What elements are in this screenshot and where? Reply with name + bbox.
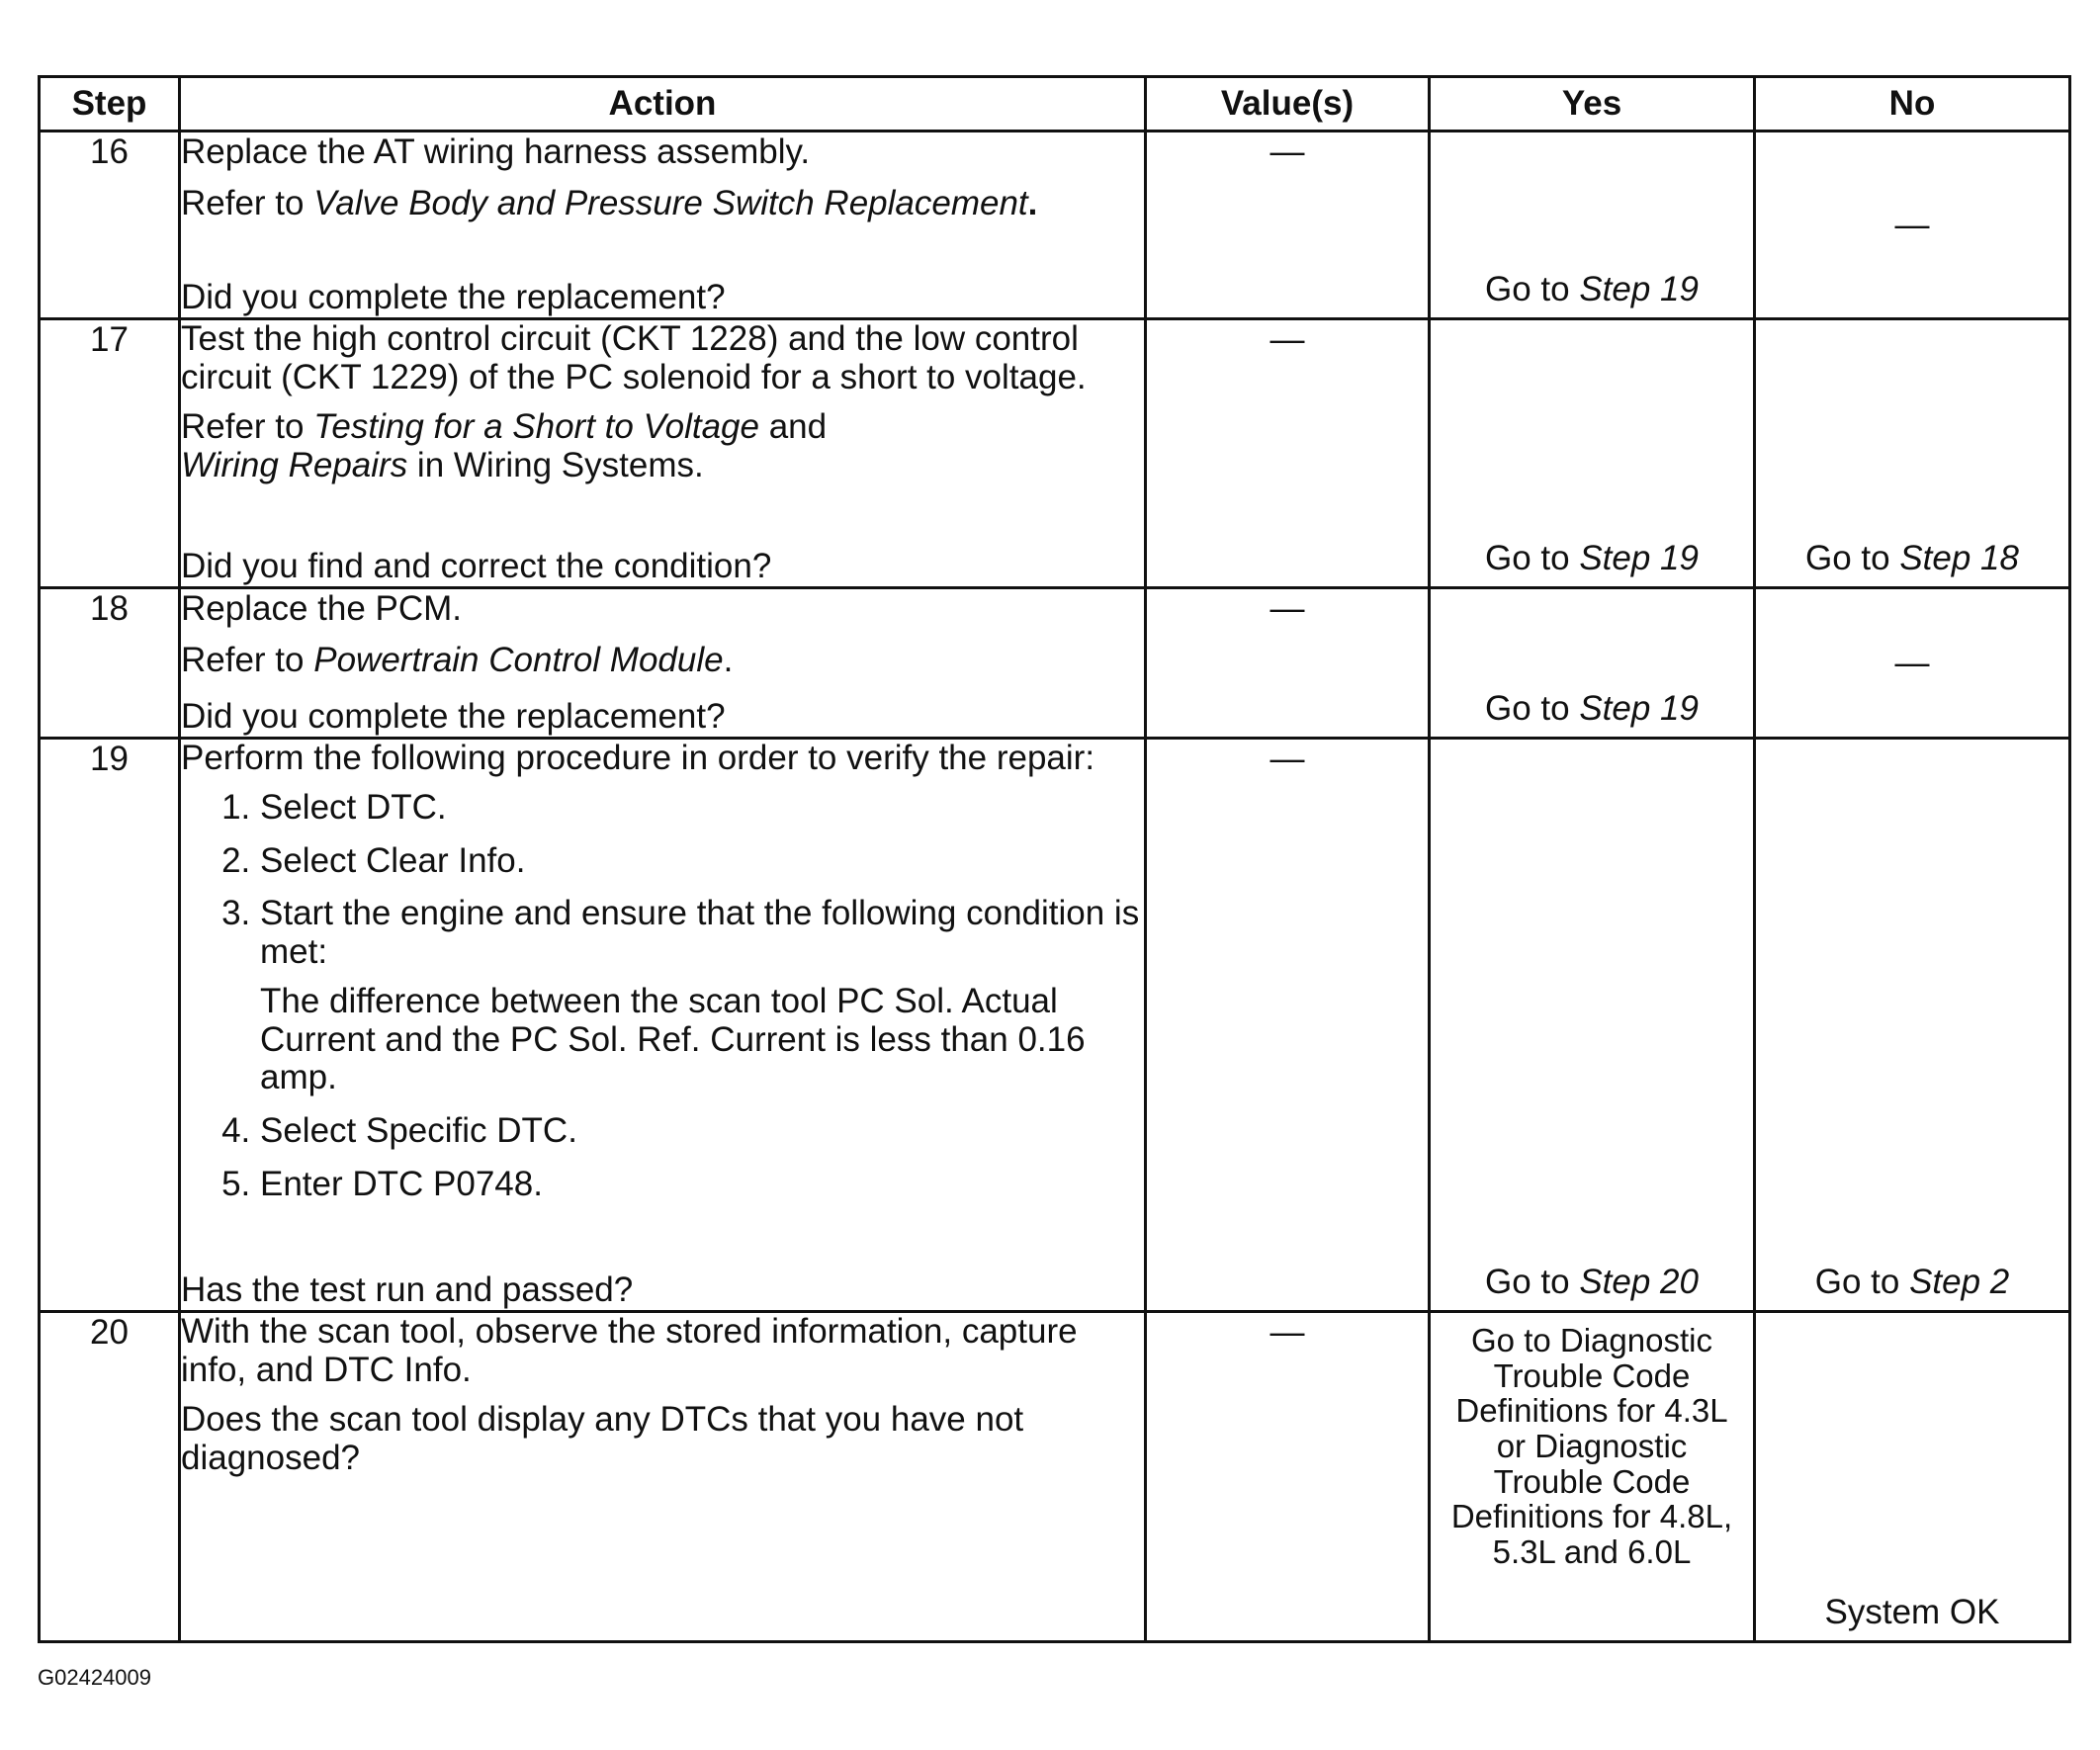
action-cell <box>180 588 1146 739</box>
yes-step-link[interactable]: Step 19 <box>1579 688 1699 728</box>
action-instruction: Perform the following procedure in order to verify the repair: <box>181 739 1095 777</box>
header-step: Step <box>40 77 180 131</box>
no-cell: — <box>1755 588 2070 739</box>
table-row <box>40 588 2070 739</box>
step-number: 16 <box>40 131 180 319</box>
action-question: Did you complete the replacement? <box>181 696 726 736</box>
action-instruction: With the scan tool, observe the stored information, capture info, and DTC Info. <box>181 1312 1078 1389</box>
header-no: No <box>1755 77 2070 131</box>
action-cell <box>180 131 1146 319</box>
diagnostic-table <box>38 75 2071 1643</box>
yes-cell <box>1430 1312 1755 1642</box>
action-reference: Refer to Powertrain Control Module. <box>181 641 734 680</box>
action-instruction: Replace the PCM. <box>181 589 463 628</box>
reference-link[interactable]: Wiring Repairs <box>181 445 408 484</box>
list-item: 3. Start the engine and ensure that the following condition is met: The difference between the scan tool PC Sol. Actual Current and the PC Sol. Ref. Current is less than 0.16 amp. <box>260 895 1144 1097</box>
no-cell: — <box>1755 131 2070 319</box>
no-step-link[interactable]: Step 18 <box>1899 538 2019 577</box>
action-reference: Refer to Valve Body and Pressure Switch Replacement. <box>181 184 1038 223</box>
no-step-link[interactable]: Step 2 <box>1909 1262 2010 1301</box>
step-number: 20 <box>40 1312 180 1642</box>
table-row <box>40 319 2070 588</box>
action-cell <box>180 1312 1146 1642</box>
action-question: Did you complete the replacement? <box>181 277 726 316</box>
step-number: 18 <box>40 588 180 739</box>
list-item: 2. Select Clear Info. <box>260 841 1144 881</box>
no-cell <box>1755 1312 2070 1642</box>
action-cell <box>180 739 1146 1312</box>
no-cell: Go to Step 18 <box>1755 319 2070 588</box>
value-cell: — <box>1146 588 1430 739</box>
yes-step-link[interactable]: Step 19 <box>1579 269 1699 308</box>
yes-diagnostic-link[interactable]: Go to Diagnostic Trouble Code Definitions for 4.3L or Diagnostic Trouble Code Definitions for 4.8L, 5.3L and 6.0L <box>1450 1322 1733 1570</box>
table-row <box>40 1312 2070 1642</box>
yes-cell: Go to Step 19 <box>1430 131 1755 319</box>
header-action: Action <box>180 77 1146 131</box>
condition-note: The difference between the scan tool PC Sol. Actual Current and the PC Sol. Ref. Current is less than 0.16 amp. <box>260 982 1086 1096</box>
reference-link[interactable]: Testing for a Short to Voltage <box>313 407 759 446</box>
value-cell: — <box>1146 131 1430 319</box>
step-number: 19 <box>40 739 180 1312</box>
header-yes: Yes <box>1430 77 1755 131</box>
no-cell: Go to Step 2 <box>1755 739 2070 1312</box>
action-question: Does the scan tool display any DTCs that you have not diagnosed? <box>181 1400 1024 1477</box>
table-row <box>40 739 2070 1312</box>
action-reference: Refer to Testing for a Short to Voltage and Wiring Repairs in Wiring Systems. <box>181 407 828 484</box>
list-item: 5. Enter DTC P0748. <box>260 1165 1144 1204</box>
action-question: Did you find and correct the condition? <box>181 546 772 585</box>
value-cell: — <box>1146 319 1430 588</box>
procedure-list <box>181 788 1144 1205</box>
action-cell <box>180 319 1146 588</box>
value-cell: — <box>1146 1312 1430 1642</box>
yes-cell: Go to Step 19 <box>1430 588 1755 739</box>
header-values: Value(s) <box>1146 77 1430 131</box>
list-item: 4. Select Specific DTC. <box>260 1111 1144 1151</box>
figure-id: G02424009 <box>38 1665 151 1690</box>
action-instruction: Replace the AT wiring harness assembly. <box>181 132 811 171</box>
action-instruction: Test the high control circuit (CKT 1228) and the low control circuit (CKT 1229) of the PC solenoid for a short to voltage. <box>181 319 1087 396</box>
table-row <box>40 131 2070 319</box>
value-cell: — <box>1146 739 1430 1312</box>
yes-cell: Go to Step 19 <box>1430 319 1755 588</box>
yes-step-link[interactable]: Step 19 <box>1579 538 1699 577</box>
system-ok-text: System OK <box>1824 1592 2000 1631</box>
header-row <box>40 77 2070 131</box>
yes-step-link[interactable]: Step 20 <box>1579 1262 1699 1301</box>
yes-cell: Go to Step 20 <box>1430 739 1755 1312</box>
action-question: Has the test run and passed? <box>181 1269 634 1309</box>
list-item: 1. Select DTC. <box>260 788 1144 828</box>
step-number: 17 <box>40 319 180 588</box>
reference-link[interactable]: Powertrain Control Module <box>313 641 724 680</box>
reference-link[interactable]: Valve Body and Pressure Switch Replacement <box>313 184 1028 223</box>
